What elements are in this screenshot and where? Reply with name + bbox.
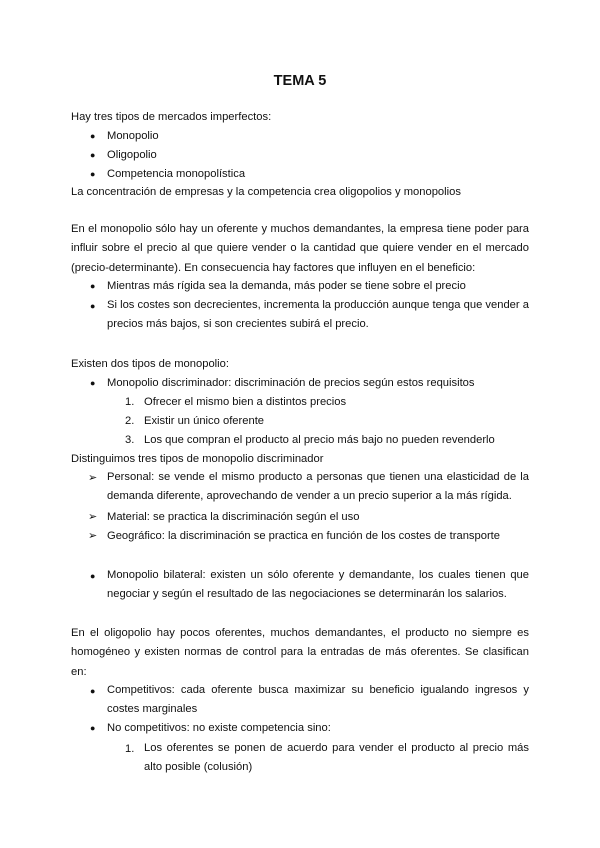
list-item: Mientras más rígida sea la demanda, más poder se tiene sobre el precio bbox=[107, 280, 466, 292]
list-item: Monopolio bbox=[107, 130, 159, 142]
number-label: 2. bbox=[125, 415, 135, 427]
arrow-icon: ➢ bbox=[88, 472, 98, 484]
bullet-icon: ● bbox=[90, 301, 96, 311]
list-item: Existir un único oferente bbox=[144, 415, 265, 427]
bullet-icon: ● bbox=[90, 686, 96, 696]
oligopoly-paragraph: En el oligopolio hay pocos oferentes, muchos demandantes, el producto no siempre es homogéneo y existen normas de control para la entradas de más oferentes. Se clasifican en: bbox=[71, 627, 529, 678]
distinguish-text: Distinguimos tres tipos de monopolio discriminador bbox=[71, 453, 324, 465]
list-item: Monopolio bilateral: existen un sólo oferente y demandante, los cuales tienen que negociar y según el resultado de las negociaciones se determinarán los salarios. bbox=[107, 569, 529, 601]
list-item: Personal: se vende el mismo producto a personas que tienen una elasticidad de la demanda diferente, aprovechando de vender a un precio superior a la más rígida. bbox=[107, 471, 529, 503]
list-item: No competitivos: no existe competencia sino: bbox=[107, 722, 331, 734]
list-item: Oligopolio bbox=[107, 149, 157, 161]
list-item: Material: se practica la discriminación según el uso bbox=[107, 511, 360, 523]
page-title: TEMA 5 bbox=[273, 73, 327, 89]
monopoly-paragraph: En el monopolio sólo hay un oferente y muchos demandantes, la empresa tiene poder para influir sobre el precio al que quiere vender o la cantidad que quiere vender en el mercado (precio-determinante). En consecuencia hay factores que influyen en el beneficio: bbox=[71, 223, 529, 274]
intro-text: Hay tres tipos de mercados imperfectos: bbox=[71, 111, 272, 123]
concentration-text: La concentración de empresas y la competencia crea oligopolios y monopolios bbox=[71, 186, 461, 198]
number-label: 1. bbox=[125, 396, 135, 408]
list-item: Monopolio discriminador: discriminación de precios según estos requisitos bbox=[107, 377, 475, 389]
list-item: Ofrecer el mismo bien a distintos precios bbox=[144, 396, 347, 408]
two-types-text: Existen dos tipos de monopolio: bbox=[71, 358, 229, 370]
list-item: Geográfico: la discriminación se practica en función de los costes de transporte bbox=[107, 530, 501, 542]
bullet-icon: ● bbox=[90, 150, 96, 160]
number-label: 1. bbox=[125, 743, 135, 755]
number-label: 3. bbox=[125, 434, 135, 446]
list-item: Competencia monopolística bbox=[107, 168, 246, 180]
arrow-icon: ➢ bbox=[88, 511, 98, 523]
list-item: Si los costes son decrecientes, incrementa la producción aunque tenga que vender a precios más bajos, si son crecientes subirá el precio. bbox=[107, 299, 529, 331]
bullet-icon: ● bbox=[90, 169, 96, 179]
list-item: Competitivos: cada oferente busca maximizar su beneficio igualando ingresos y costes marginales bbox=[107, 684, 529, 716]
bullet-icon: ● bbox=[90, 131, 96, 141]
bullet-icon: ● bbox=[90, 571, 96, 581]
arrow-icon: ➢ bbox=[88, 530, 98, 542]
bullet-icon: ● bbox=[90, 378, 96, 388]
bullet-icon: ● bbox=[90, 723, 96, 733]
list-item: Los que compran el producto al precio más bajo no pueden revenderlo bbox=[144, 434, 495, 446]
list-item: Los oferentes se ponen de acuerdo para vender el producto al precio más alto posible (colusión) bbox=[144, 742, 529, 774]
bullet-icon: ● bbox=[90, 281, 96, 291]
